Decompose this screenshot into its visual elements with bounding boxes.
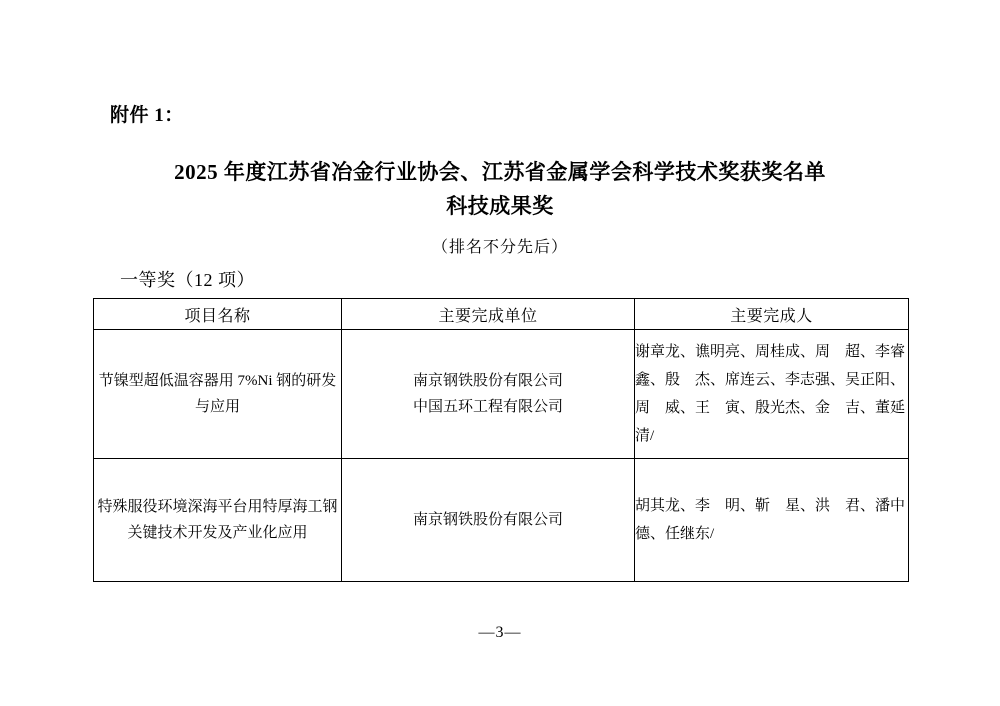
cell-units: 南京钢铁股份有限公司 中国五环工程有限公司 (342, 330, 635, 459)
document-body (88, 0, 912, 706)
page-title-line1: 2025 年度江苏省冶金行业协会、江苏省金属学会科学技术奖获奖名单 (174, 160, 826, 184)
cell-project-name: 特殊服役环境深海平台用特厚海工钢关键技术开发及产业化应用 (94, 459, 342, 582)
cell-people: 谢章龙、谯明亮、周桂成、周 超、李睿鑫、殷 杰、席连云、李志强、吴正阳、周 威、王 寅、殷光杰、金 吉、董延清/ (635, 330, 909, 459)
attachment-label: 附件 1： (110, 105, 184, 126)
page-title-line2: 科技成果奖 (446, 194, 554, 218)
page-number: —3— (478, 624, 522, 641)
table-header-row (94, 299, 909, 330)
award-table (93, 298, 909, 582)
ranking-note: （排名不分先后） (431, 239, 568, 256)
column-header-project: 项目名称 (94, 299, 342, 330)
column-header-units: 主要完成单位 (342, 299, 635, 330)
column-header-people: 主要完成人 (635, 299, 909, 330)
table-row (94, 459, 909, 582)
cell-project-name: 节镍型超低温容器用 7%Ni 钢的研发与应用 (94, 330, 342, 459)
cell-units: 南京钢铁股份有限公司 (342, 459, 635, 582)
section-label-first-prize: 一等奖（12 项） (120, 270, 255, 290)
table-row (94, 330, 909, 459)
page-title (88, 155, 912, 223)
cell-people: 胡其龙、李 明、靳 星、洪 君、潘中德、任继东/ (635, 459, 909, 582)
